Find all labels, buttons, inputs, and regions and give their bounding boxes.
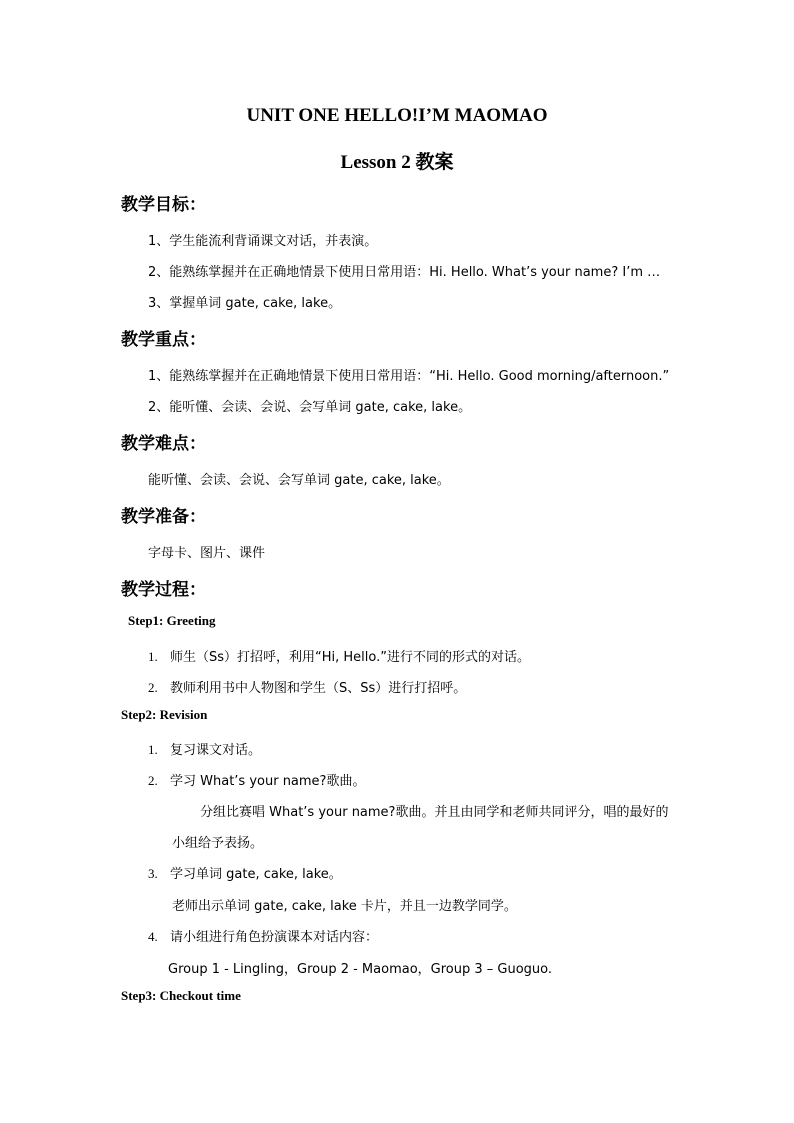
step2-item2-detail-cont: 小组给予表扬。 — [172, 836, 264, 851]
goal-item: 2、能熟练掌握并在正确地情景下使用日常用语：Hi. Hello. What’s your name? I’m … — [148, 265, 661, 280]
item-text: 请小组进行角色扮演课本对话内容： — [170, 930, 379, 945]
item-number: 3. — [148, 866, 158, 881]
item-number: 2. — [148, 680, 158, 695]
step3-title: Step3: Checkout time — [121, 988, 241, 1003]
item-text: 学习 What’s your name?歌曲。 — [170, 774, 366, 789]
item-number: 1. — [148, 649, 158, 664]
step2-item — [148, 739, 261, 758]
item-text: 教师利用书中人物图和学生（S、Ss）进行打招呼。 — [170, 681, 467, 696]
step1-item — [148, 677, 466, 696]
item-number: 1. — [148, 742, 158, 757]
heading-process: 教学过程： — [121, 580, 206, 600]
step2-item3-detail: 老师出示单词 gate, cake, lake 卡片，并且一边教学同学。 — [172, 899, 517, 914]
step2-item4-detail: Group 1 - Lingling，Group 2 - Maomao，Group 3 – Guoguo. — [168, 962, 553, 977]
key-point-item: 2、能听懂、会读、会说、会写单词 gate, cake, lake。 — [148, 400, 472, 415]
item-text: 师生（Ss）打招呼，利用“Hi, Hello.”进行不同的形式的对话。 — [170, 650, 531, 665]
step2-item — [148, 926, 378, 945]
heading-key-points: 教学重点： — [121, 330, 206, 350]
heading-preparation: 教学准备： — [121, 507, 206, 527]
difficulty-item: 能听懂、会读、会说、会写单词 gate, cake, lake。 — [148, 473, 450, 488]
heading-goals: 教学目标： — [121, 195, 206, 215]
step2-item2-detail: 分组比赛唱 What’s your name?歌曲。并且由同学和老师共同评分，唱的最好的 — [200, 805, 669, 820]
heading-difficulties: 教学难点： — [121, 434, 206, 454]
preparation-item: 字母卡、图片、课件 — [148, 546, 266, 561]
goal-item: 1、学生能流利背诵课文对话，并表演。 — [148, 234, 378, 249]
step2-title: Step2: Revision — [121, 707, 208, 722]
step1-item — [148, 646, 530, 665]
item-number: 4. — [148, 929, 158, 944]
item-text: 复习课文对话。 — [170, 743, 262, 758]
item-text: 学习单词 gate, cake, lake。 — [170, 867, 342, 882]
document-subtitle: Lesson 2 教案 — [340, 152, 454, 173]
item-number: 2. — [148, 773, 158, 788]
step1-title: Step1: Greeting — [128, 613, 216, 628]
key-point-item: 1、能熟练掌握并在正确地情景下使用日常用语：“Hi. Hello. Good morning/afternoon.” — [148, 369, 670, 384]
goal-item: 3、掌握单词 gate, cake, lake。 — [148, 296, 342, 311]
step2-item — [148, 770, 365, 789]
document-title: UNIT ONE HELLO!I’M MAOMAO — [246, 105, 548, 126]
step2-item — [148, 863, 342, 882]
